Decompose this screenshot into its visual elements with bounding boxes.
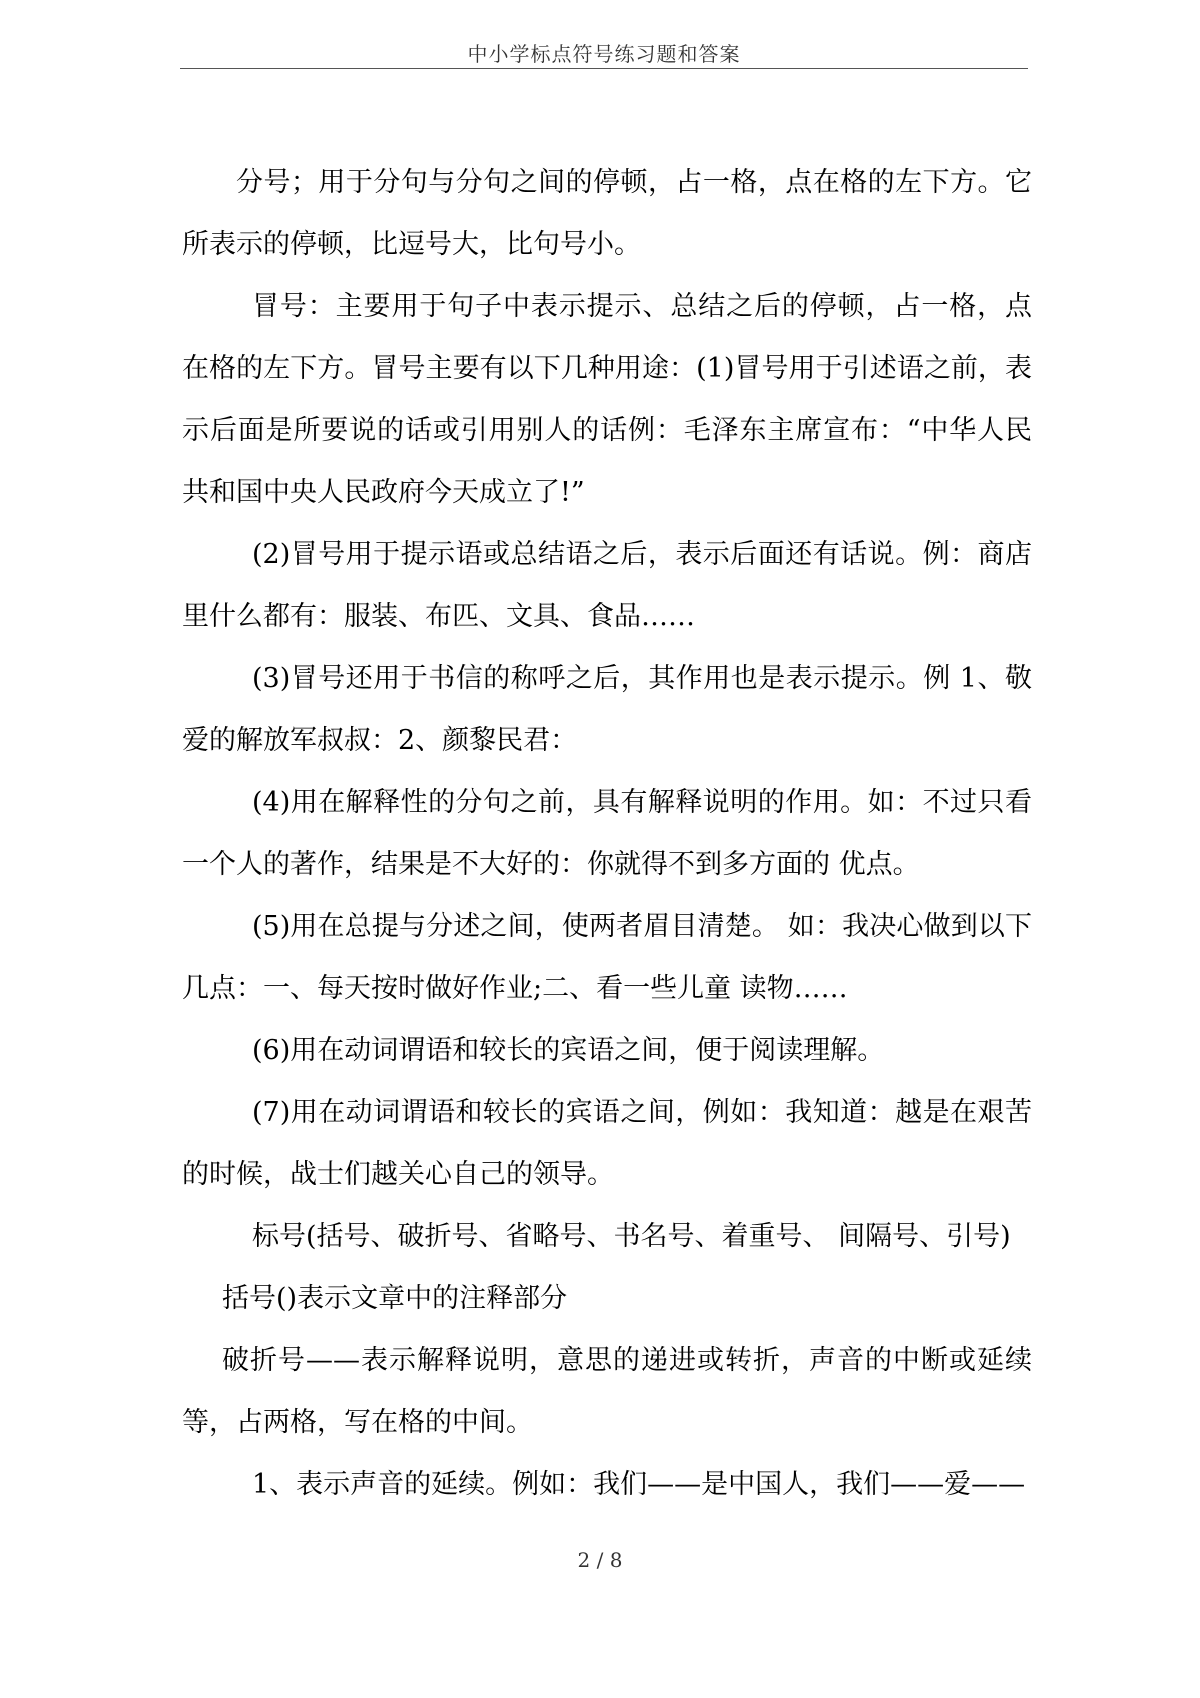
paragraph-colon-use-2: (2)冒号用于提示语或总结语之后，表示后面还有话说。例：商店里什么都有：服装、布匹、文具、食品……	[182, 539, 1032, 632]
paragraph-colon-use-7: (7)用在动词谓语和较长的宾语之间，例如：我知道：越是在艰苦的时候，战士们越关心自己的领导。	[182, 1097, 1032, 1190]
paragraph-dash-use-1: 1、表示声音的延续。例如：我们——是中国人，我们——爱——	[252, 1469, 1026, 1500]
paragraph-dash: 破折号——表示解释说明，意思的递进或转折，声音的中断或延续等，占两格，写在格的中间。	[182, 1345, 1032, 1438]
paragraph-marks: 标号(括号、破折号、省略号、书名号、着重号、 间隔号、引号)	[252, 1221, 1011, 1252]
paragraph-colon-use-3: (3)冒号还用于书信的称呼之后，其作用也是表示提示。例 1、敬爱的解放军叔叔：2、颜黎民君：	[182, 663, 1032, 756]
paragraph-semicolon: 分号；用于分句与分句之间的停顿，占一格，点在格的左下方。它所表示的停顿，比逗号大，比句号小。	[182, 167, 1032, 260]
page-number: 2 / 8	[577, 1548, 623, 1572]
paragraph-parentheses: 括号()表示文章中的注释部分	[222, 1283, 568, 1314]
header-divider	[180, 68, 1028, 69]
document-body	[182, 152, 1032, 1516]
paragraph-colon: 冒号：主要用于句子中表示提示、总结之后的停顿，占一格，点在格的左下方。冒号主要有以下几种用途：(1)冒号用于引述语之前，表示后面是所要说的话或引用别人的话例：毛泽东主席宣布：“中华人民共和国中央人民政府今天成立了!”	[182, 291, 1032, 508]
paragraph-colon-use-5: (5)用在总提与分述之间，使两者眉目清楚。 如：我决心做到以下几点：一、每天按时做好作业;二、看一些儿童 读物……	[182, 911, 1032, 1004]
page-header-title: 中小学标点符号练习题和答案	[467, 42, 741, 66]
paragraph-colon-use-4: (4)用在解释性的分句之前，具有解释说明的作用。如：不过只看一个人的著作，结果是不大好的：你就得不到多方面的 优点。	[182, 787, 1032, 880]
paragraph-colon-use-6: (6)用在动词谓语和较长的宾语之间，便于阅读理解。	[252, 1035, 885, 1066]
